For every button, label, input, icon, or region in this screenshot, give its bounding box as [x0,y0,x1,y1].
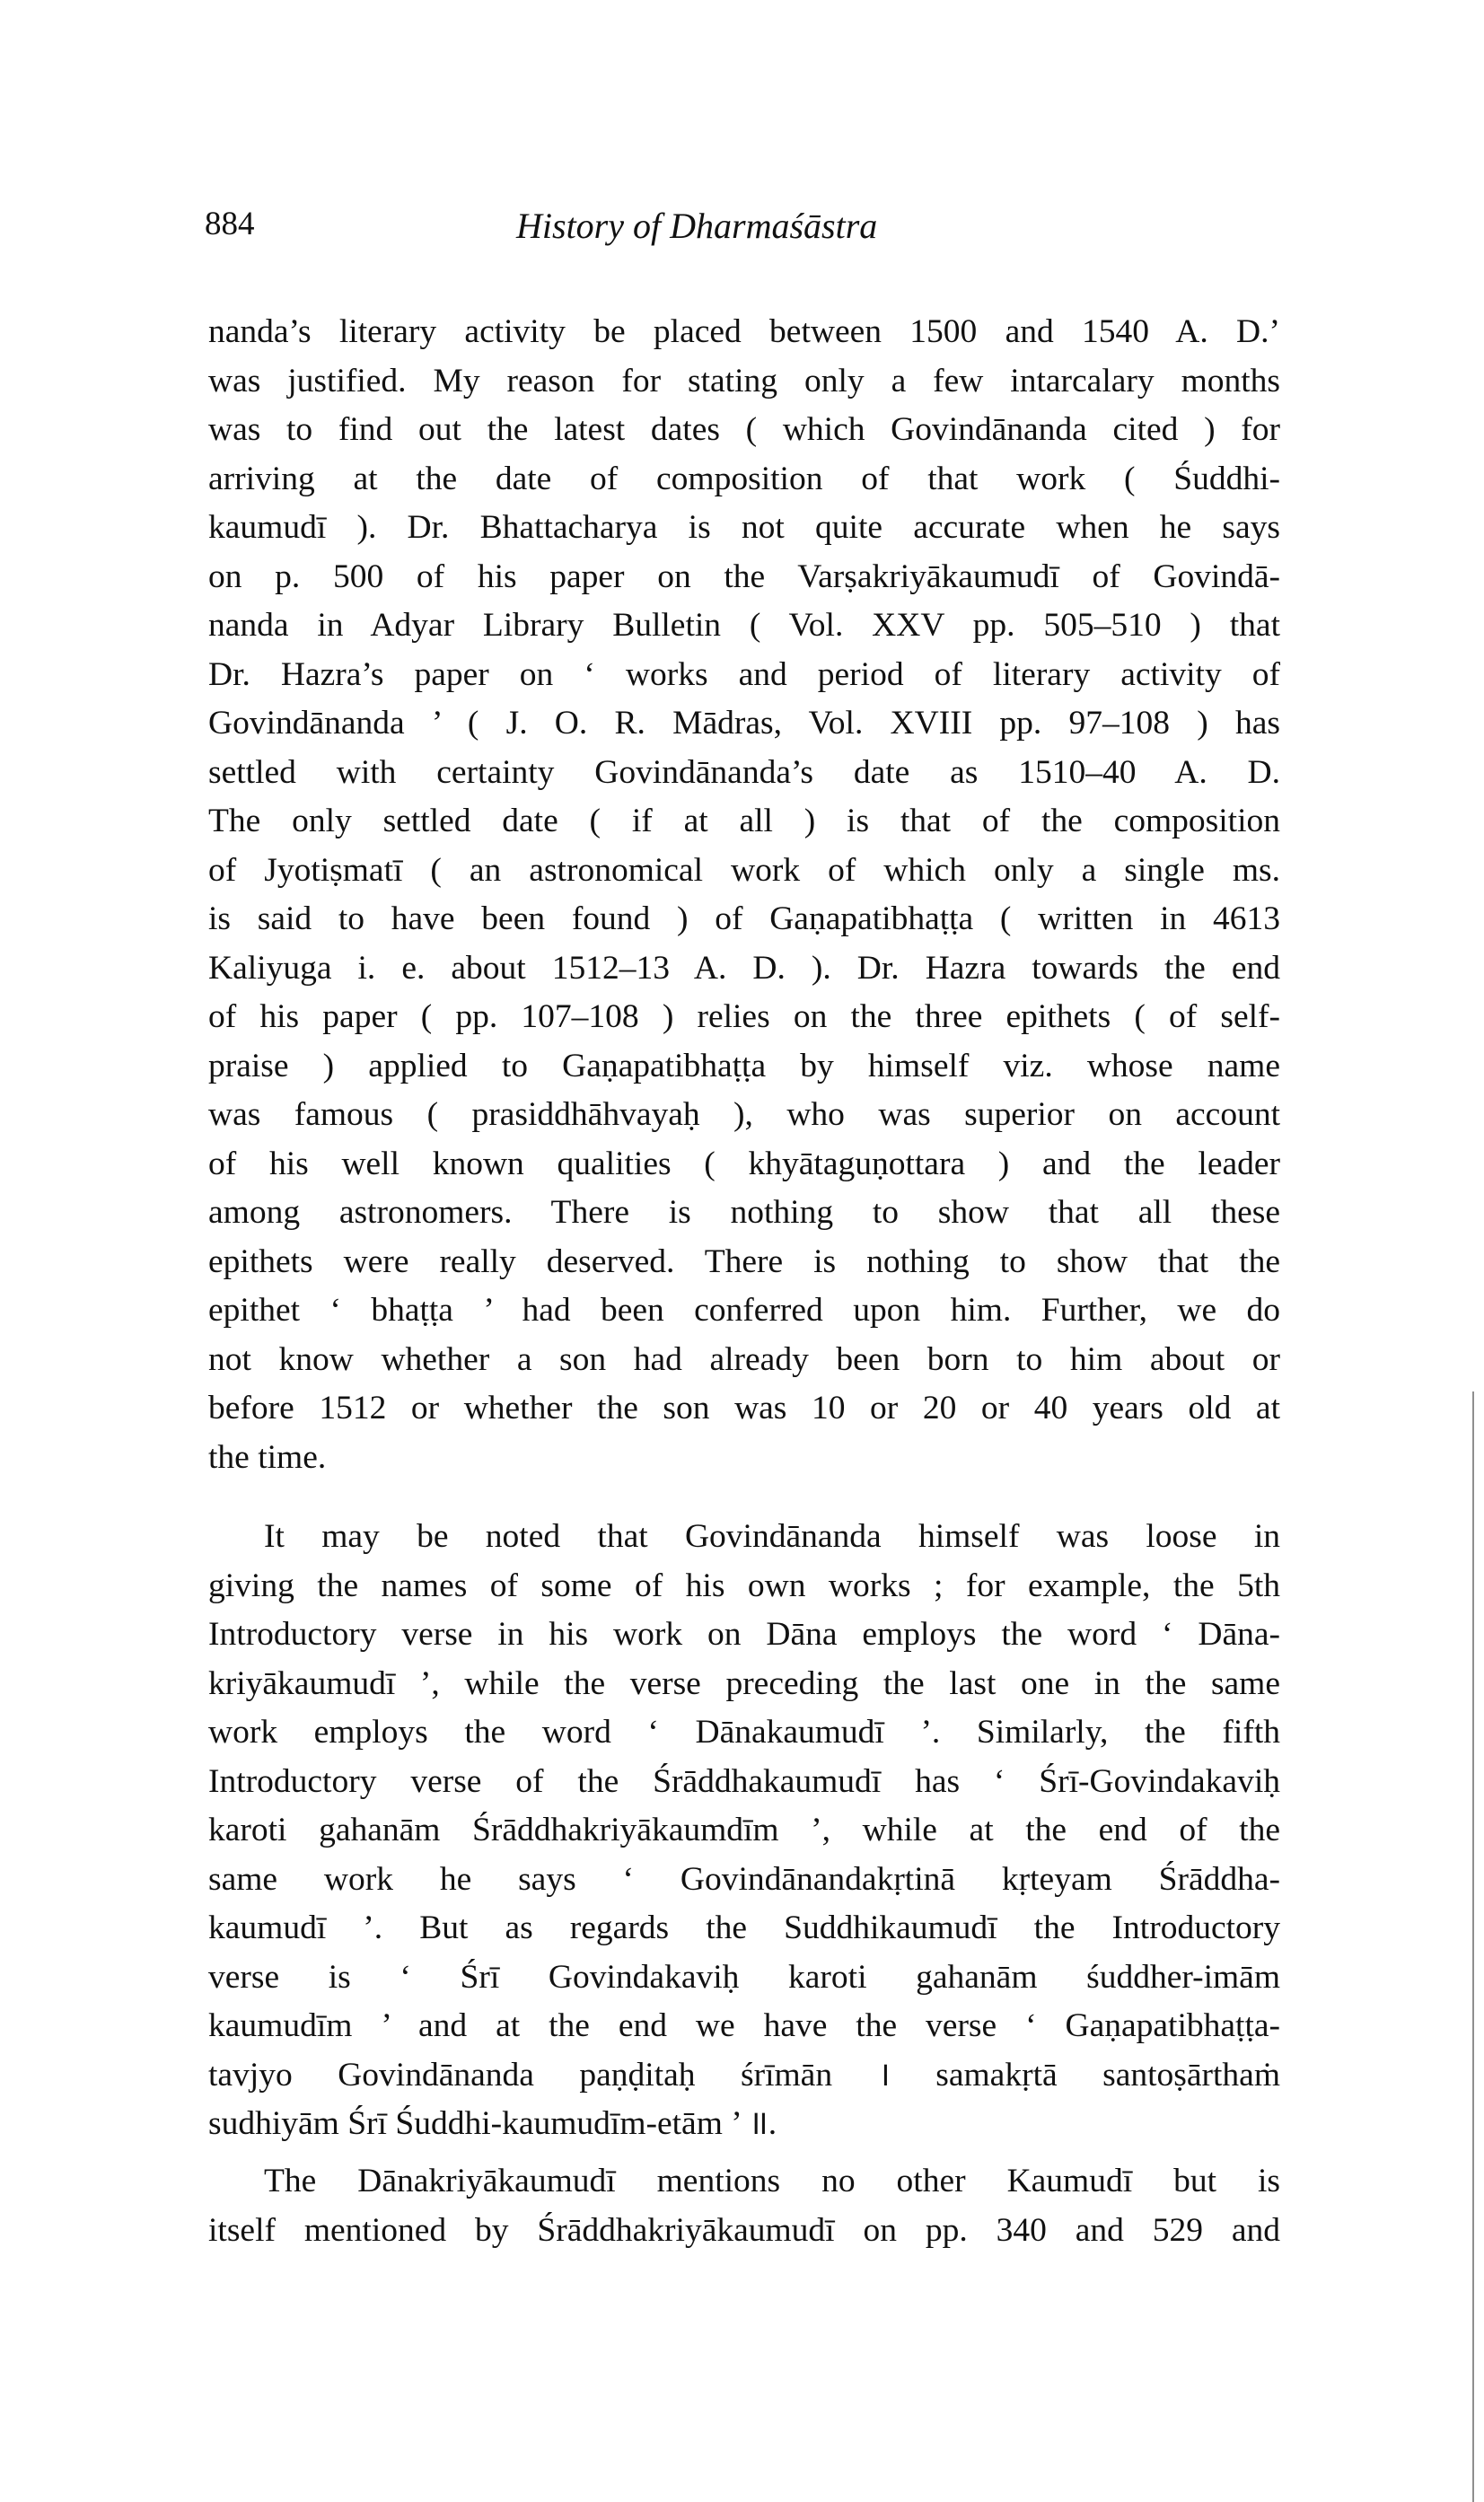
paragraph-3 [208,2157,1280,2255]
text-line: of Jyotiṣmatī ( an astronomical work of which only a single ms. [208,851,1280,889]
text-line: same work he says ‘ Govindānandakṛtinā kṛteyam Śrāddha- [208,1860,1280,1898]
text-line: giving the names of some of his own works ; for example, the 5th [208,1567,1280,1604]
text-line: not know whether a son had already been born to him about or [208,1340,1280,1378]
running-title: History of Dharmaśāstra [516,206,878,246]
text-line: is said to have been found ) of Gaṇapatibhaṭṭa ( written in 4613 [208,900,1280,937]
text-line: praise ) applied to Gaṇapatibhaṭṭa by himself viz. whose name [208,1047,1280,1084]
text-line: sudhiyām Śrī Śuddhi-kaumudīm-etām ’ ॥. [208,2105,777,2142]
text-line: was to find out the latest dates ( which Govindānanda cited ) for [208,411,1280,448]
text-line: arriving at the date of composition of that work ( Śuddhi- [208,460,1280,497]
text-line: Introductory verse in his work on Dāna employs the word ‘ Dāna- [208,1616,1280,1653]
text-line: was justified. My reason for stating only a few intarcalary months [208,362,1280,399]
text-line: itself mentioned by Śrāddhakriyākaumudī on pp. 340 and 529 and [208,2211,1280,2249]
text-line: Dr. Hazra’s paper on ‘ works and period of literary activity of [208,655,1280,693]
text-line: It may be noted that Govindānanda himself was loose in [264,1518,1280,1555]
text-line: kaumudī ). Dr. Bhattacharya is not quite accurate when he says [208,509,1280,546]
text-line: settled with certainty Govindānanda’s date as 1510–40 A. D. [208,753,1280,791]
text-line: nanda’s literary activity be placed between 1500 and 1540 A. D.’ [208,313,1280,350]
text-line: kriyākaumudī ’, while the verse preceding the last one in the same [208,1664,1280,1702]
text-line: The only settled date ( if at all ) is that of the composition [208,803,1280,839]
text-line: Introductory verse of the Śrāddhakaumudī has ‘ Śrī-Govindakaviḥ [208,1762,1280,1800]
text-line: was famous ( prasiddhāhvayaḥ ), who was superior on account [208,1096,1280,1133]
text-line: before 1512 or whether the son was 10 or 20 or 40 years old at [208,1390,1280,1427]
text-line: on p. 500 of his paper on the Varṣakriyākaumudī of Govindā- [208,557,1280,595]
scan-edge-line [1472,1391,1474,2502]
text-line: Govindānanda ’ ( J. O. R. Mādras, Vol. XVIII pp. 97–108 ) has [208,705,1280,742]
text-line: tavjyo Govindānanda paṇḍitaḥ śrīmān । samakṛtā santoṣārthaṁ [208,2056,1280,2094]
paragraph-2 [208,1513,1280,2149]
text-line: The Dānakriyākaumudī mentions no other Kaumudī but is [264,2163,1280,2199]
text-line: kaumudī ’. But as regards the Suddhikaumudī the Introductory [208,1909,1280,1946]
text-line: verse is ‘ Śrī Govindakaviḥ karoti gahanām śuddher-imām [208,1958,1280,1996]
page-number: 884 [205,206,255,242]
text-line: kaumudīm ’ and at the end we have the verse ‘ Gaṇapatibhaṭṭa- [208,2007,1280,2044]
text-line: karoti gahanām Śrāddhakriyākaumdīm ’, while at the end of the [208,1812,1280,1848]
text-line: of his paper ( pp. 107–108 ) relies on the three epithets ( of self- [208,998,1280,1035]
paragraph-1 [208,308,1280,1482]
text-line: work employs the word ‘ Dānakaumudī ’. Similarly, the fifth [208,1714,1280,1751]
text-line: the time. [208,1438,327,1476]
text-line: epithets were really deserved. There is nothing to show that the [208,1242,1280,1280]
text-line: of his well known qualities ( khyātaguṇottara ) and the leader [208,1145,1280,1182]
text-line: nanda in Adyar Library Bulletin ( Vol. XXV pp. 505–510 ) that [208,607,1280,644]
text-line: epithet ‘ bhaṭṭa ’ had been conferred upon him. Further, we do [208,1292,1280,1329]
text-line: Kaliyuga i. e. about 1512–13 A. D. ). Dr. Hazra towards the end [208,949,1280,987]
text-line: among astronomers. There is nothing to show that all these [208,1194,1280,1231]
